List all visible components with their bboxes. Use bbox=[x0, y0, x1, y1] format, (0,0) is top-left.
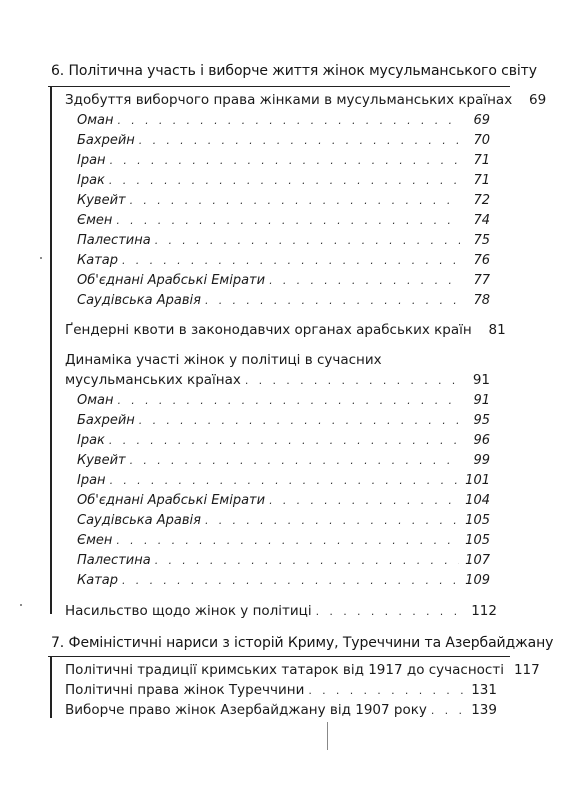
toc-entry[interactable] bbox=[65, 90, 547, 110]
subentry-page: 70 bbox=[473, 133, 490, 148]
subentry-page: 101 bbox=[465, 473, 490, 488]
toc-subentry[interactable] bbox=[77, 411, 490, 431]
chapter-6-rule bbox=[48, 86, 510, 87]
scan-speck bbox=[40, 257, 42, 259]
chapter-7-rule bbox=[48, 656, 510, 657]
subentry-page: 72 bbox=[473, 193, 490, 208]
dot-leader bbox=[431, 701, 465, 721]
subentry-label: Об'єднані Арабські Емірати bbox=[77, 273, 266, 288]
toc-subentry[interactable] bbox=[77, 391, 490, 411]
subentry-page: 95 bbox=[473, 413, 490, 428]
chapter-6-side-bar bbox=[50, 86, 52, 614]
dot-leader bbox=[269, 271, 460, 291]
dot-leader bbox=[130, 191, 460, 211]
toc-subentry[interactable] bbox=[77, 511, 490, 531]
subentry-page: 69 bbox=[473, 113, 490, 128]
subentry-label: Саудівська Аравія bbox=[77, 293, 201, 308]
subentry-page: 107 bbox=[465, 553, 490, 568]
entry-page: 81 bbox=[488, 322, 506, 338]
toc-subentry[interactable] bbox=[77, 531, 490, 551]
dot-leader bbox=[139, 411, 460, 431]
entry-page: 139 bbox=[471, 702, 497, 718]
chapter-7-title: 7. Феміністичні нариси з історій Криму, Туреччини та Азербайджану bbox=[51, 635, 554, 651]
toc-subentry[interactable] bbox=[77, 111, 490, 131]
dot-leader bbox=[122, 251, 460, 271]
subentry-page: 71 bbox=[473, 153, 490, 168]
subentry-label: Палестина bbox=[77, 553, 151, 568]
dot-leader bbox=[205, 291, 460, 311]
entry-label: Насильство щодо жінок у політиці bbox=[65, 603, 312, 619]
dot-leader bbox=[205, 511, 459, 531]
dot-leader bbox=[118, 391, 460, 411]
subentry-label: Бахрейн bbox=[77, 133, 135, 148]
toc-subentry[interactable] bbox=[77, 151, 490, 171]
dot-leader bbox=[116, 531, 459, 551]
scan-mark bbox=[327, 722, 328, 750]
entry-label: Політичні традиції кримських татарок від 1917 до сучасності bbox=[65, 662, 504, 678]
toc-subentry[interactable] bbox=[77, 131, 490, 151]
subentry-page: 105 bbox=[465, 533, 490, 548]
subentry-page: 105 bbox=[465, 513, 490, 528]
dot-leader bbox=[110, 151, 460, 171]
dot-leader bbox=[110, 471, 460, 491]
subentry-label: Об'єднані Арабські Емірати bbox=[77, 493, 266, 508]
entry-label: мусульманських країнах bbox=[65, 372, 241, 388]
subentry-label: Ірак bbox=[77, 173, 105, 188]
subentry-label: Ірак bbox=[77, 433, 105, 448]
subentry-label: Іран bbox=[77, 153, 106, 168]
subentry-page: 78 bbox=[473, 293, 490, 308]
subentry-page: 76 bbox=[473, 253, 490, 268]
chapter-6-title: 6. Політична участь і виборче життя жінок мусульманського світу bbox=[51, 63, 537, 79]
subentry-page: 109 bbox=[465, 573, 490, 588]
dot-leader bbox=[245, 371, 460, 391]
subentry-label: Ємен bbox=[77, 213, 113, 228]
dot-leader bbox=[155, 231, 460, 251]
subentry-page: 74 bbox=[473, 213, 490, 228]
entry-label-first-line[interactable]: Динаміка участі жінок у політиці в сучасних bbox=[65, 352, 382, 368]
dot-leader bbox=[130, 451, 460, 471]
toc-subentry[interactable] bbox=[77, 191, 490, 211]
entry-page: 117 bbox=[513, 662, 540, 678]
subentry-page: 77 bbox=[473, 273, 490, 288]
subentry-page: 75 bbox=[473, 233, 490, 248]
toc-subentry[interactable] bbox=[77, 431, 490, 451]
dot-leader bbox=[118, 111, 460, 131]
subentry-label: Іран bbox=[77, 473, 106, 488]
toc-subentry[interactable] bbox=[77, 171, 490, 191]
toc-entry[interactable] bbox=[65, 320, 506, 340]
toc-subentry[interactable] bbox=[77, 471, 490, 491]
subentry-page: 71 bbox=[473, 173, 490, 188]
subentry-label: Оман bbox=[77, 393, 114, 408]
entry-page: 131 bbox=[471, 682, 497, 698]
toc-entry[interactable] bbox=[65, 680, 497, 700]
chapter-7-side-bar bbox=[50, 656, 52, 718]
toc-entry[interactable] bbox=[65, 700, 497, 720]
dot-leader bbox=[122, 571, 459, 591]
dot-leader bbox=[316, 602, 466, 622]
subentry-label: Оман bbox=[77, 113, 114, 128]
toc-subentry[interactable] bbox=[77, 491, 490, 511]
entry-label: Виборче право жінок Азербайджану від 1907 року bbox=[65, 702, 427, 718]
subentry-label: Кувейт bbox=[77, 193, 126, 208]
subentry-label: Саудівська Аравія bbox=[77, 513, 201, 528]
toc-entry[interactable] bbox=[65, 601, 497, 621]
toc-subentry[interactable] bbox=[77, 271, 490, 291]
dot-leader bbox=[308, 681, 465, 701]
scan-speck bbox=[20, 604, 22, 606]
toc-subentry[interactable] bbox=[77, 291, 490, 311]
toc-subentry[interactable] bbox=[77, 211, 490, 231]
dot-leader bbox=[109, 171, 460, 191]
toc-subentry[interactable] bbox=[77, 251, 490, 271]
subentry-label: Катар bbox=[77, 253, 118, 268]
toc-subentry[interactable] bbox=[77, 551, 490, 571]
subentry-label: Палестина bbox=[77, 233, 151, 248]
subentry-label: Катар bbox=[77, 573, 118, 588]
subentry-page: 99 bbox=[473, 453, 490, 468]
toc-entry[interactable] bbox=[65, 660, 540, 680]
toc-subentry[interactable] bbox=[77, 571, 490, 591]
entry-page: 91 bbox=[472, 372, 490, 388]
dot-leader bbox=[269, 491, 459, 511]
subentry-label: Ємен bbox=[77, 533, 113, 548]
dot-leader bbox=[139, 131, 460, 151]
subentry-label: Бахрейн bbox=[77, 413, 135, 428]
entry-page: 112 bbox=[471, 603, 497, 619]
subentry-label: Кувейт bbox=[77, 453, 126, 468]
dot-leader bbox=[109, 431, 460, 451]
entry-page: 69 bbox=[529, 92, 547, 108]
entry-label: Політичні права жінок Туреччини bbox=[65, 682, 305, 698]
dot-leader bbox=[155, 551, 459, 571]
subentry-page: 104 bbox=[465, 493, 490, 508]
toc-entry[interactable] bbox=[65, 370, 490, 390]
toc-subentry[interactable] bbox=[77, 451, 490, 471]
toc-subentry[interactable] bbox=[77, 231, 490, 251]
subentry-page: 96 bbox=[473, 433, 490, 448]
subentry-page: 91 bbox=[473, 393, 490, 408]
dot-leader bbox=[116, 211, 460, 231]
entry-label: Ґендерні квоти в законодавчих органах арабських країн bbox=[65, 322, 472, 338]
entry-label: Здобуття виборчого права жінками в мусульманських країнах bbox=[65, 92, 513, 108]
